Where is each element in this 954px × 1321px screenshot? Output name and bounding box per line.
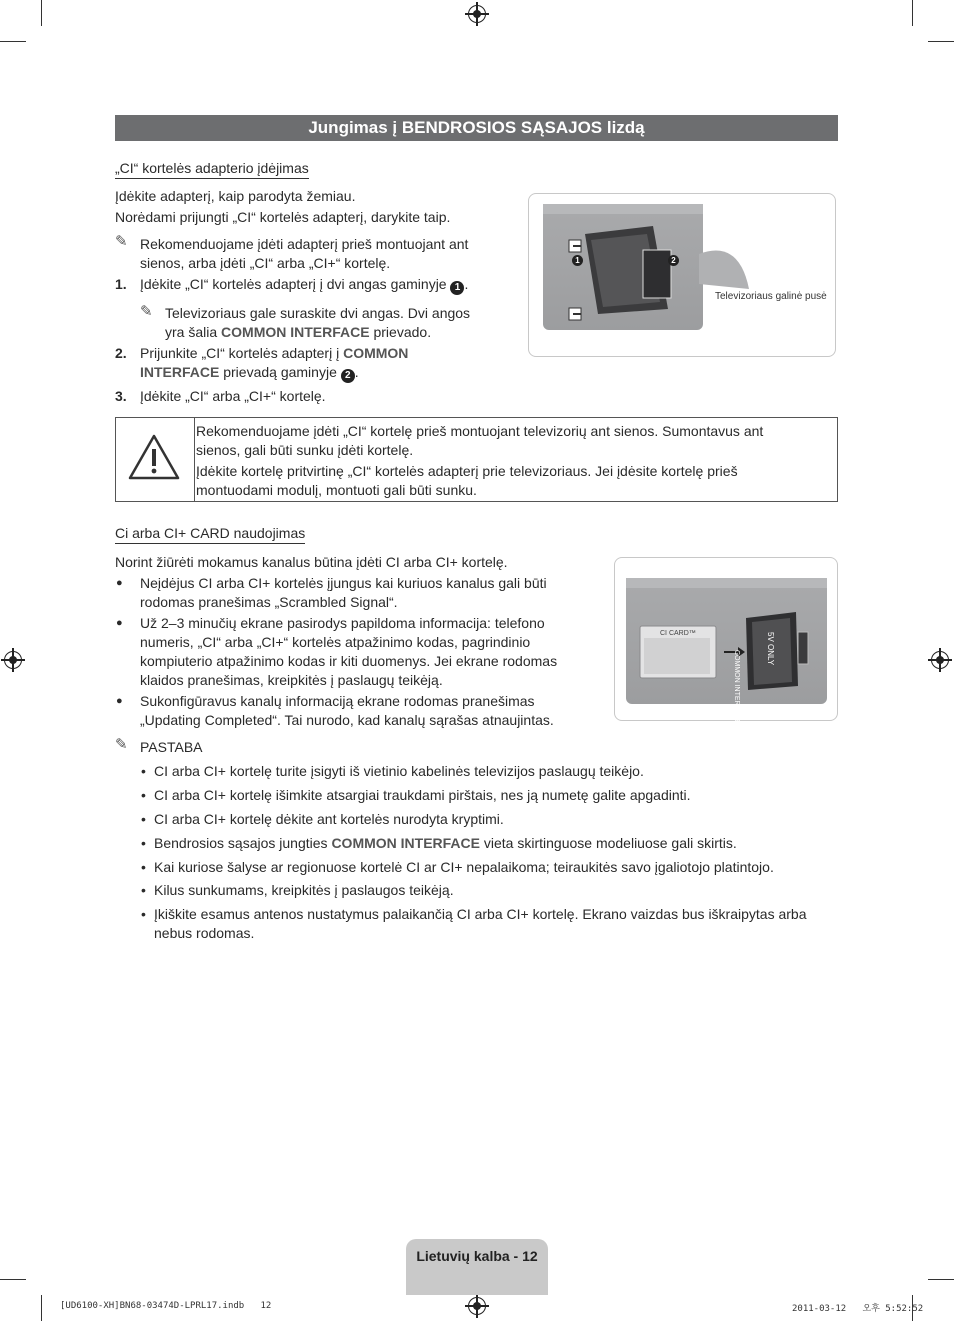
note-bullet-icon: •	[141, 859, 146, 875]
step-text-body: Įdėkite „CI“ kortelės adapterį į dvi angas gaminyje	[140, 276, 447, 292]
caution-text: Įdėkite kortelę pritvirtinę „CI“ kortelės adapterį prie televizoriaus. Jei įdėsite kortelę prieš	[196, 463, 738, 479]
marker-1-icon: 1	[450, 281, 464, 295]
note-text	[165, 323, 431, 343]
step-text: Įdėkite „CI“ kortelės adapterį į dvi angas gaminyje 1 .	[140, 276, 469, 293]
note-bullet-icon: •	[141, 906, 146, 922]
marker-2-icon: 2	[341, 369, 355, 383]
note-bullet-icon: •	[141, 811, 146, 827]
note-item: CI arba CI+ kortelę dėkite ant kortelės nurodyta kryptimi.	[154, 811, 504, 827]
bullet-icon: ●	[116, 617, 123, 629]
warning-triangle-icon	[127, 433, 181, 481]
note-item: Kai kuriose šalyse ar regionuose kortelė CI ar CI+ nepalaikoma; teiraukitės savo įgaliotojo platintojo.	[154, 859, 774, 875]
step-text-part: Prijunkite „CI“ kortelės adapterį į	[140, 345, 340, 361]
note-text-part: prievado.	[373, 324, 432, 340]
common-interface-label: INTERFACE	[140, 364, 220, 380]
image-caption: Televizoriaus galinė pusė	[715, 291, 827, 302]
step-text	[140, 344, 408, 364]
note-text: Rekomenduojame įdėti adapterį prieš montuojant ant	[140, 236, 469, 252]
note-item: CI arba CI+ kortelę išimkite atsargiai traukdami pirštais, nes ją numetę galite apgadinti.	[154, 787, 691, 803]
common-interface-label: COMMON INTERFACE	[331, 835, 480, 851]
registration-mark-icon	[931, 651, 949, 669]
bullet-text: kompiuterio atpažinimo kodas ir kiti duomenys. Jei ekrane rodomas	[140, 653, 558, 669]
marker-1-icon: 1	[572, 255, 583, 266]
note-bullet-icon: •	[141, 763, 146, 779]
note-text-part: Bendrosios sąsajos jungties	[154, 835, 328, 851]
marker-2-icon: 2	[668, 255, 679, 266]
note-item: CI arba CI+ kortelę turite įsigyti iš vietinio kabelinės televizijos paslaugų teikėjo.	[154, 763, 644, 779]
caution-text: montuodami modulį, montuoti gali būti sunku.	[196, 482, 477, 498]
bullet-text: numeris, „CI“ arba „CI+“ kortelės atpažinimo kodas, pagrindinio	[140, 634, 531, 650]
step-number: 2.	[115, 345, 127, 361]
note-label: PASTABA	[140, 739, 203, 755]
intro-text: Norėdami prijungti „CI“ kortelės adapterį, darykite taip.	[115, 209, 451, 225]
step-number: 3.	[115, 388, 127, 404]
module-label: 5V ONLY	[766, 632, 775, 666]
card-label: CI CARD™	[660, 630, 696, 637]
common-interface-label: COMMON	[343, 345, 409, 361]
note-text-part: vieta skirtinguose modeliuose gali skirtis.	[483, 835, 737, 851]
section-heading-ci-adapter: „CI“ kortelės adapterio įdėjimas	[115, 160, 309, 179]
crop-mark	[928, 41, 954, 42]
crop-mark	[0, 1279, 26, 1280]
module-label: COMMON INTERFACE	[733, 650, 740, 724]
crop-mark	[41, 0, 42, 26]
note-pencil-icon: ✎	[140, 303, 153, 320]
page-number-label: Lietuvių kalba - 12	[416, 1248, 538, 1264]
card-photo	[626, 578, 827, 704]
card-illustration	[614, 557, 838, 724]
caution-box	[115, 417, 838, 502]
caution-text: sienos, gali būti sunku įdėti kortelę.	[196, 442, 414, 458]
tv-back-photo	[543, 204, 703, 330]
adapter-illustration	[528, 193, 836, 357]
crop-mark	[928, 1279, 954, 1280]
bullet-icon: ●	[116, 577, 123, 589]
note-item: Kilus sunkumams, kreipkitės į paslaugos teikėją.	[154, 882, 454, 898]
note-pencil-icon: ✎	[115, 736, 128, 753]
crop-mark	[0, 41, 26, 42]
crop-mark	[41, 1295, 42, 1321]
note-bullet-icon: •	[141, 882, 146, 898]
note-pencil-icon: ✎	[115, 233, 128, 250]
bullet-text: Neįdėjus CI arba CI+ kortelės įjungus kai kuriuos kanalus gali būti	[140, 575, 547, 591]
intro-text: Norint žiūrėti mokamus kanalus būtina įdėti CI arba CI+ kortelę.	[115, 554, 508, 570]
footer-file-info: [UD6100-XH]BN68-03474D-LPRL17.indb 12	[60, 1301, 272, 1311]
footer-date: 2011-03-12 오후 5:52:52	[792, 1304, 924, 1314]
adapter-drawing	[543, 204, 703, 330]
step-number: 1.	[115, 276, 127, 292]
bullet-icon: ●	[116, 695, 123, 707]
note-item: nebus rodomas.	[154, 925, 255, 941]
note-item: Įkiškite esamus antenos nustatymus palaikančią CI arba CI+ kortelę. Ekrano vaizdas bus iškraipytas arba	[154, 906, 807, 922]
page-title: Jungimas į BENDROSIOS SĄSAJOS lizdą	[115, 115, 838, 141]
section-heading-ci-card: Ci arba CI+ CARD naudojimas	[115, 525, 305, 544]
step-text: Įdėkite „CI“ arba „CI+“ kortelę.	[140, 388, 326, 404]
note-item	[154, 834, 737, 854]
intro-text: Įdėkite adapterį, kaip parodyta žemiau.	[115, 188, 356, 204]
note-text: sienos, arba įdėti „CI“ arba „CI+“ kortelę.	[140, 255, 391, 271]
caution-text: Rekomenduojame įdėti „CI“ kortelę prieš montuojant televizorių ant sienos. Sumontavus ant	[196, 423, 764, 439]
note-bullet-icon: •	[141, 787, 146, 803]
registration-mark-icon	[468, 5, 486, 23]
note-text: Televizoriaus gale suraskite dvi angas. Dvi angos	[165, 305, 471, 321]
bullet-text: Sukonfigūravus kanalų informaciją ekrane rodomas pranešimas	[140, 693, 535, 709]
note-bullet-icon: •	[141, 835, 146, 851]
registration-mark-icon	[4, 651, 22, 669]
registration-mark-icon	[468, 1297, 486, 1315]
bullet-text: Už 2–3 minučių ekrane pasirodys papildoma informacija: telefono	[140, 615, 545, 631]
note-text-part: yra šalia	[165, 324, 218, 340]
common-interface-label: COMMON INTERFACE	[221, 324, 370, 340]
bullet-text: rodomas pranešimas „Scrambled Signal“.	[140, 594, 398, 610]
step-text-part: prievadą gaminyje	[223, 364, 337, 380]
crop-mark	[912, 0, 913, 26]
bullet-text: klaidos pranešimas, kreipkitės į paslaugų teikėją.	[140, 672, 443, 688]
page-number-tab	[406, 1239, 548, 1295]
card-drawing	[626, 578, 827, 704]
bullet-text: „Updating Completed“. Tai nurodo, kad kanalų sąrašas atnaujintas.	[140, 712, 554, 728]
step-text: INTERFACE prievadą gaminyje 2 .	[140, 364, 359, 381]
